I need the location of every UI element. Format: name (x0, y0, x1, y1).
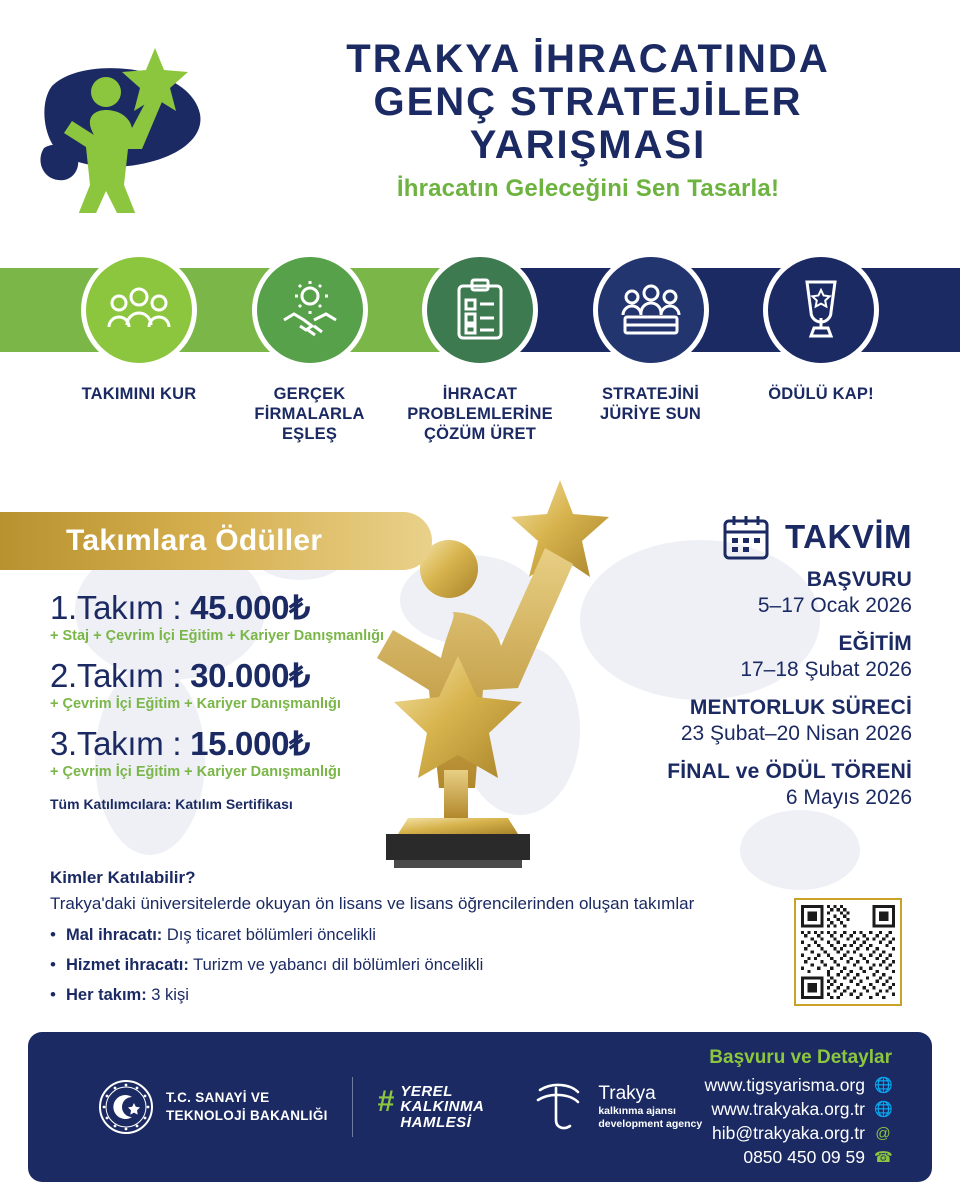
step-5-label: ÖDÜLÜ KAP! (768, 385, 874, 403)
prize-row-2 (50, 656, 440, 712)
campaign-line2: KALKINMA (400, 1098, 485, 1116)
star-person-map-logo (0, 28, 250, 213)
prize-row-3 (50, 724, 440, 780)
eligibility-item-1-bold: Mal ihracatı: (66, 926, 163, 944)
jury-panel-icon (619, 281, 683, 339)
campaign-hash: # (377, 1085, 394, 1119)
prize-1-extras: + Staj + Çevrim İçi Eğitim + Kariyer Danışmanlığı (50, 628, 385, 644)
contact-email: hib@trakyaka.org.tr (712, 1122, 865, 1143)
footer-logos (28, 1076, 705, 1138)
eligibility-item-1 (50, 926, 790, 945)
contact-row-phone[interactable] (705, 1147, 892, 1168)
title-subtitle: İhracatın Geleceğini Sen Tasarla! (396, 175, 780, 203)
prize-3-sep: : (172, 725, 191, 762)
contact-phone: 0850 450 09 59 (743, 1146, 865, 1167)
step-4-circle (593, 252, 709, 368)
globe-icon: 🌐 (874, 1077, 893, 1094)
eligibility-section (50, 868, 790, 1016)
step-2-label: GERÇEK FİRMALARLA EŞLEŞ (254, 385, 365, 444)
footer (28, 1032, 932, 1182)
agency-sub-2: development agency (598, 1118, 703, 1130)
trakya-t-logo (526, 1076, 588, 1138)
prize-3-extras: + Çevrim İçi Eğitim + Kariyer Danışmanlığı (50, 764, 341, 780)
step-1-circle (81, 252, 197, 368)
prize-2-extras: + Çevrim İçi Eğitim + Kariyer Danışmanlığı (50, 696, 341, 712)
title-block (250, 38, 960, 204)
step-4 (576, 252, 726, 444)
eligibility-title: Kimler Katılabilir? (50, 868, 196, 887)
prize-3-main (50, 724, 440, 763)
contact-website-1: www.tigsyarisma.org (704, 1074, 865, 1095)
contact-row-website-2[interactable] (705, 1099, 892, 1120)
calendar-item-1-label: BAŞVURU (806, 568, 912, 591)
agency-sub-1: kalkınma ajansı (598, 1104, 676, 1117)
at-icon: @ (875, 1124, 891, 1142)
agency-logo (526, 1076, 702, 1138)
prize-2-amount: 30.000₺ (190, 657, 310, 694)
prize-2-rank: 2.Takım (50, 657, 164, 694)
prize-note: Tüm Katılımcılara: Katılım Sertifikası (50, 796, 293, 812)
step-5-circle (763, 252, 879, 368)
contact-row-website-1[interactable] (705, 1075, 892, 1096)
ministry-emblem (98, 1079, 154, 1135)
calendar-item-1-value: 5–17 Ocak 2026 (757, 594, 912, 617)
eligibility-list (50, 926, 790, 1005)
calendar-header (582, 512, 912, 562)
ministry-name-line1: T.C. SANAYİ VE (166, 1089, 270, 1105)
prize-1-amount: 45.000₺ (190, 589, 310, 626)
handshake-gear-icon (278, 280, 342, 340)
contact-website-2: www.trakyaka.org.tr (711, 1098, 865, 1119)
campaign-line1: YEREL (400, 1083, 453, 1101)
calendar-item-4-label: FİNAL ve ÖDÜL TÖRENİ (667, 760, 912, 783)
calendar-item-4-value: 6 Mayıs 2026 (785, 786, 912, 809)
calendar-section (582, 512, 912, 810)
prize-ribbon (0, 512, 432, 570)
step-4-label: STRATEJİNİ JÜRİYE SUN (599, 385, 702, 424)
agency-name: Trakya (598, 1082, 656, 1104)
footer-divider (352, 1077, 354, 1137)
eligibility-item-2-rest: Turizm ve yabancı dil bölümleri öncelikli (188, 956, 484, 974)
prize-3-rank: 3.Takım (50, 725, 164, 762)
prize-1-rank: 1.Takım (50, 589, 164, 626)
campaign-lines (400, 1084, 484, 1130)
step-5 (746, 252, 896, 444)
calendar-item-2-label: EĞİTİM (838, 632, 912, 655)
calendar-item-2-value: 17–18 Şubat 2026 (740, 658, 912, 681)
prize-1-sep: : (172, 589, 191, 626)
calendar-item-3-label: MENTORLUK SÜRECİ (689, 696, 912, 719)
calendar-item-3-value: 23 Şubat–20 Nisan 2026 (680, 722, 912, 745)
eligibility-item-2 (50, 956, 790, 975)
step-3-circle (422, 252, 538, 368)
qr-code-image (801, 905, 895, 999)
ministry-logo (98, 1079, 328, 1135)
poster-header (0, 28, 960, 213)
step-2-circle (252, 252, 368, 368)
calendar-item-3 (582, 696, 912, 746)
eligibility-item-3-bold: Her takım: (66, 986, 147, 1004)
prize-2-main (50, 656, 440, 695)
steps-row (0, 252, 960, 444)
campaign-logo (377, 1084, 484, 1130)
campaign-line3: HAMLESİ (400, 1113, 472, 1131)
step-1 (64, 252, 214, 444)
step-3-label: İHRACAT PROBLEMLERİNE ÇÖZÜM ÜRET (407, 385, 553, 444)
globe-icon: 🌐 (874, 1101, 893, 1118)
step-3 (405, 252, 555, 444)
title-line-1: TRAKYA İHRACATINDA (346, 36, 830, 81)
prize-ribbon-title: Takımlara Ödüller (66, 524, 323, 557)
agency-name-block (598, 1083, 702, 1131)
eligibility-item-1-rest: Dış ticaret bölümleri öncelikli (162, 926, 376, 944)
clipboard-checklist-icon (453, 278, 507, 342)
prize-1-main (50, 588, 440, 627)
ministry-name-line2: TEKNOLOJİ BAKANLIĞI (166, 1108, 328, 1123)
trophy-icon (793, 278, 849, 342)
eligibility-description: Trakya'daki üniversitelerde okuyan ön lisans ve lisans öğrencilerinden oluşan takımlar (50, 894, 695, 913)
calendar-icon (721, 512, 771, 562)
eligibility-item-3-rest: 3 kişi (146, 986, 189, 1004)
calendar-item-1 (582, 568, 912, 618)
prize-2-sep: : (172, 657, 191, 694)
step-2 (235, 252, 385, 444)
qr-code[interactable] (794, 898, 902, 1006)
team-group-icon (107, 281, 171, 339)
ministry-name (166, 1089, 328, 1125)
calendar-item-4 (582, 760, 912, 810)
title-line-2: GENÇ STRATEJİLER YARIŞMASI (373, 79, 803, 168)
calendar-item-2 (582, 632, 912, 682)
prize-3-amount: 15.000₺ (190, 725, 310, 762)
phone-icon: ☎ (874, 1149, 893, 1166)
contact-title: Başvuru ve Detaylar (709, 1046, 892, 1068)
contact-row-email[interactable] (705, 1123, 892, 1144)
calendar-title: TAKVİM (784, 518, 912, 555)
eligibility-item-2-bold: Hizmet ihracatı: (66, 956, 189, 974)
prize-row-1 (50, 588, 440, 644)
contact-block (705, 1047, 932, 1168)
step-1-label: TAKIMINI KUR (81, 385, 197, 403)
logo (0, 28, 250, 213)
eligibility-item-3 (50, 986, 790, 1005)
prizes-list (50, 588, 440, 812)
